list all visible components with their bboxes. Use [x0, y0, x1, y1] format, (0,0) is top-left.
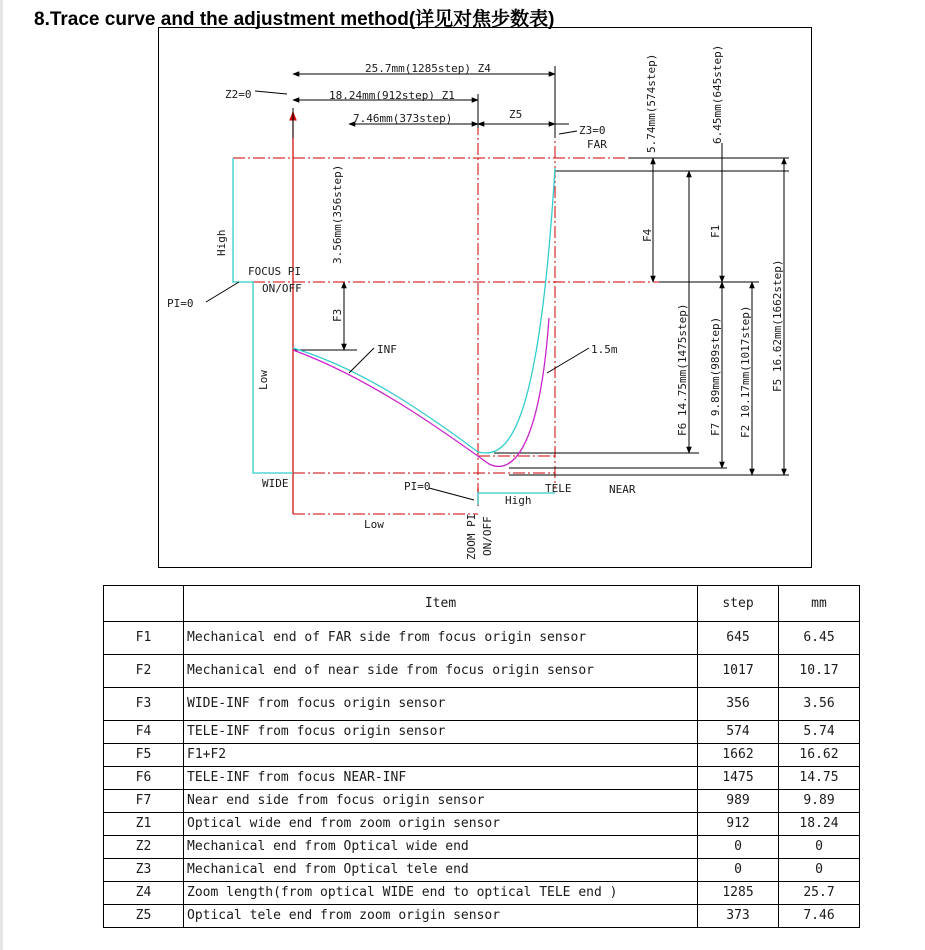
z2-label: Z2=0	[225, 88, 252, 101]
pi0-left-leader	[206, 282, 239, 302]
table-row	[104, 882, 860, 905]
row-id: Z5	[104, 905, 184, 928]
row-item: Optical wide end from zoom origin sensor	[184, 813, 698, 836]
zoom-on-off-label: ON/OFF	[481, 516, 494, 556]
row-mm: 25.7	[779, 882, 860, 905]
table-row	[104, 790, 860, 813]
row-mm: 7.46	[779, 905, 860, 928]
m15-label: 1.5m	[591, 343, 618, 356]
focus-zoom-spec-table	[103, 585, 860, 928]
tele-label: TELE	[545, 482, 572, 495]
table-row	[104, 813, 860, 836]
row-id: F2	[104, 655, 184, 688]
near-trace-curve	[293, 318, 549, 466]
pi0-left-label: PI=0	[167, 297, 194, 310]
f1-label: F1	[709, 224, 722, 238]
table-row	[104, 859, 860, 882]
row-step: 1662	[698, 744, 779, 767]
focus-on-off-label: ON/OFF	[262, 282, 302, 295]
z2-leader	[255, 91, 287, 94]
row-id: F1	[104, 622, 184, 655]
row-id: F3	[104, 688, 184, 721]
row-id: F7	[104, 790, 184, 813]
focus-pi-sensor-signal	[233, 158, 293, 473]
table-row	[104, 721, 860, 744]
z3-leader	[559, 131, 577, 134]
row-item: TELE-INF from focus NEAR-INF	[184, 767, 698, 790]
row-item: TELE-INF from focus origin sensor	[184, 721, 698, 744]
f4-label: F4	[641, 228, 654, 242]
row-step: 1475	[698, 767, 779, 790]
table-row	[104, 836, 860, 859]
f7-dimension-label: F7 9.89mm(989step)	[709, 316, 722, 436]
dashdot-reference-lines	[233, 123, 659, 514]
table-row	[104, 688, 860, 721]
z5-label: Z5	[509, 108, 523, 121]
row-step: 645	[698, 622, 779, 655]
f6-dimension-label: F6 14.75mm(1475step)	[676, 303, 689, 436]
row-item: Mechanical end from Optical tele end	[184, 859, 698, 882]
row-step: 989	[698, 790, 779, 813]
far-label: FAR	[587, 138, 607, 151]
row-mm: 9.89	[779, 790, 860, 813]
row-item: Mechanical end from Optical wide end	[184, 836, 698, 859]
row-id: F5	[104, 744, 184, 767]
row-step: 1285	[698, 882, 779, 905]
row-item: Zoom length(from optical WIDE end to optical TELE end )	[184, 882, 698, 905]
page-left-edge	[0, 0, 3, 950]
section-title: 8.Trace curve and the adjustment method(详见对焦步数表)	[34, 9, 555, 30]
row-step: 356	[698, 688, 779, 721]
row-step: 373	[698, 905, 779, 928]
row-item: Mechanical end of near side from focus origin sensor	[184, 655, 698, 688]
f5-dimension-label: F5 16.62mm(1662step)	[771, 259, 784, 392]
row-id: Z3	[104, 859, 184, 882]
focus-high-label: High	[215, 229, 228, 256]
row-mm: 0	[779, 859, 860, 882]
row-item: WIDE-INF from focus origin sensor	[184, 688, 698, 721]
f4-dimension-label: 5.74mm(574step)	[645, 53, 658, 153]
f1-dimension-label: 6.45mm(645step)	[711, 44, 724, 144]
zoom-low-label: Low	[364, 518, 384, 531]
m15-leader	[547, 348, 589, 373]
row-mm: 16.62	[779, 744, 860, 767]
pi0-bottom-leader	[429, 488, 474, 500]
table-header-row	[104, 586, 860, 622]
pi0-bottom-label: PI=0	[404, 480, 431, 493]
row-id: F4	[104, 721, 184, 744]
row-item: Mechanical end of FAR side from focus origin sensor	[184, 622, 698, 655]
f3-label: F3	[331, 308, 344, 322]
f3-dimension-label: 3.56mm(356step)	[331, 164, 344, 264]
z1-dimension-label: 18.24mm(912step) Z1	[329, 89, 455, 102]
row-mm: 18.24	[779, 813, 860, 836]
row-id: Z1	[104, 813, 184, 836]
row-step: 912	[698, 813, 779, 836]
table-row	[104, 622, 860, 655]
header-id	[104, 586, 184, 622]
header-step: step	[698, 586, 779, 622]
row-id: Z4	[104, 882, 184, 905]
zoom-high-label: High	[505, 494, 532, 507]
z5-dimension-label: 7.46mm(373step)	[353, 112, 453, 125]
row-id: F6	[104, 767, 184, 790]
table-row	[104, 767, 860, 790]
focus-pi-label: FOCUS PI	[248, 265, 301, 278]
inf-leader	[349, 348, 374, 373]
row-mm: 6.45	[779, 622, 860, 655]
row-item: Optical tele end from zoom origin sensor	[184, 905, 698, 928]
row-item: F1+F2	[184, 744, 698, 767]
zoom-pi-label: ZOOM PI	[465, 513, 478, 560]
inf-label: INF	[377, 343, 397, 356]
wide-label: WIDE	[262, 477, 289, 490]
near-label: NEAR	[609, 483, 636, 496]
row-mm: 5.74	[779, 721, 860, 744]
row-id: Z2	[104, 836, 184, 859]
z3-label: Z3=0	[579, 124, 606, 137]
header-item: Item	[184, 586, 698, 622]
row-mm: 0	[779, 836, 860, 859]
row-item: Near end side from focus origin sensor	[184, 790, 698, 813]
row-mm: 3.56	[779, 688, 860, 721]
table-row	[104, 744, 860, 767]
header-mm: mm	[779, 586, 860, 622]
table-row	[104, 905, 860, 928]
row-step: 1017	[698, 655, 779, 688]
focus-low-label: Low	[257, 370, 270, 390]
table-row	[104, 655, 860, 688]
trace-curve-diagram	[158, 27, 812, 568]
row-mm: 14.75	[779, 767, 860, 790]
row-mm: 10.17	[779, 655, 860, 688]
row-step: 0	[698, 859, 779, 882]
row-step: 0	[698, 836, 779, 859]
f2-dimension-label: F2 10.17mm(1017step)	[739, 305, 752, 438]
row-step: 574	[698, 721, 779, 744]
z4-dimension-label: 25.7mm(1285step) Z4	[365, 62, 491, 75]
